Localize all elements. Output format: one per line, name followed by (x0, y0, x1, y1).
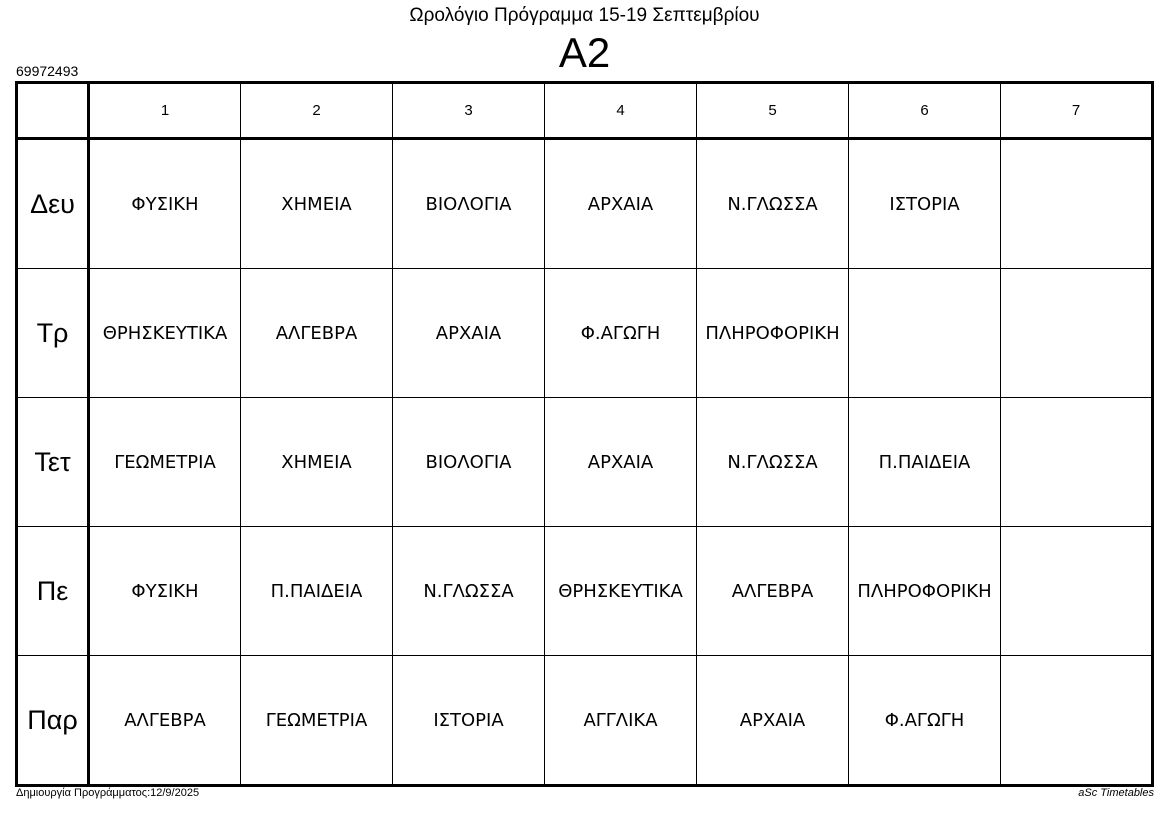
lesson-cell: ΦΥΣΙΚΗ (89, 527, 241, 656)
day-label: Παρ (17, 656, 89, 786)
lesson-cell (1001, 398, 1153, 527)
day-label: Τρ (17, 269, 89, 398)
lesson-cell: Ν.ΓΛΩΣΣΑ (697, 139, 849, 269)
lesson-cell: ΑΛΓΕΒΡΑ (241, 269, 393, 398)
timetable-subtitle: Ωρολόγιο Πρόγραμμα 15-19 Σεπτεμβρίου (409, 5, 760, 26)
brand-credit: aSc Timetables (1078, 787, 1154, 799)
lesson-cell: ΙΣΤΟΡΙΑ (393, 656, 545, 786)
lesson-cell: ΙΣΤΟΡΙΑ (849, 139, 1001, 269)
lesson-cell: Π.ΠΑΙΔΕΙΑ (241, 527, 393, 656)
lesson-cell: ΧΗΜΕΙΑ (241, 398, 393, 527)
period-header: 6 (849, 83, 1001, 139)
lesson-cell (849, 269, 1001, 398)
day-row-tuesday (17, 269, 1153, 398)
period-header-row (17, 83, 1153, 139)
lesson-cell: ΑΡΧΑΙΑ (545, 139, 697, 269)
lesson-cell: Π.ΠΑΙΔΕΙΑ (849, 398, 1001, 527)
lesson-cell (1001, 656, 1153, 786)
lesson-cell: Φ.ΑΓΩΓΗ (545, 269, 697, 398)
lesson-cell: ΓΕΩΜΕΤΡΙΑ (89, 398, 241, 527)
lesson-cell: ΠΛΗΡΟΦΟΡΙΚΗ (849, 527, 1001, 656)
lesson-cell: ΠΛΗΡΟΦΟΡΙΚΗ (697, 269, 849, 398)
lesson-cell: ΦΥΣΙΚΗ (89, 139, 241, 269)
lesson-cell (1001, 139, 1153, 269)
day-row-monday (17, 139, 1153, 269)
period-header: 3 (393, 83, 545, 139)
lesson-cell: Ν.ΓΛΩΣΣΑ (697, 398, 849, 527)
period-header: 5 (697, 83, 849, 139)
lesson-cell: ΑΓΓΛΙΚΑ (545, 656, 697, 786)
class-code: 69972493 (16, 63, 79, 79)
creation-date: Δημιουργία Προγράμματος:12/9/2025 (16, 787, 200, 799)
lesson-cell: Ν.ΓΛΩΣΣΑ (393, 527, 545, 656)
lesson-cell: ΑΛΓΕΒΡΑ (89, 656, 241, 786)
class-name-title: A2 (558, 29, 611, 76)
period-header: 4 (545, 83, 697, 139)
lesson-cell: ΘΡΗΣΚΕΥΤΙΚΑ (89, 269, 241, 398)
lesson-cell: Φ.ΑΓΩΓΗ (849, 656, 1001, 786)
lesson-cell (1001, 527, 1153, 656)
lesson-cell: ΓΕΩΜΕΤΡΙΑ (241, 656, 393, 786)
day-row-wednesday (17, 398, 1153, 527)
period-header: 2 (241, 83, 393, 139)
day-label: Πε (17, 527, 89, 656)
lesson-cell: ΑΡΧΑΙΑ (697, 656, 849, 786)
period-header: 7 (1001, 83, 1153, 139)
period-header: 1 (89, 83, 241, 139)
lesson-cell: ΒΙΟΛΟΓΙΑ (393, 398, 545, 527)
lesson-cell: ΒΙΟΛΟΓΙΑ (393, 139, 545, 269)
day-label: Τετ (17, 398, 89, 527)
day-label: Δευ (17, 139, 89, 269)
corner-cell (17, 83, 89, 139)
lesson-cell: ΑΡΧΑΙΑ (393, 269, 545, 398)
lesson-cell: ΘΡΗΣΚΕΥΤΙΚΑ (545, 527, 697, 656)
lesson-cell: ΑΡΧΑΙΑ (545, 398, 697, 527)
lesson-cell: ΧΗΜΕΙΑ (241, 139, 393, 269)
lesson-cell: ΑΛΓΕΒΡΑ (697, 527, 849, 656)
timetable-grid (15, 81, 1154, 787)
lesson-cell (1001, 269, 1153, 398)
day-row-thursday (17, 527, 1153, 656)
day-row-friday (17, 656, 1153, 786)
